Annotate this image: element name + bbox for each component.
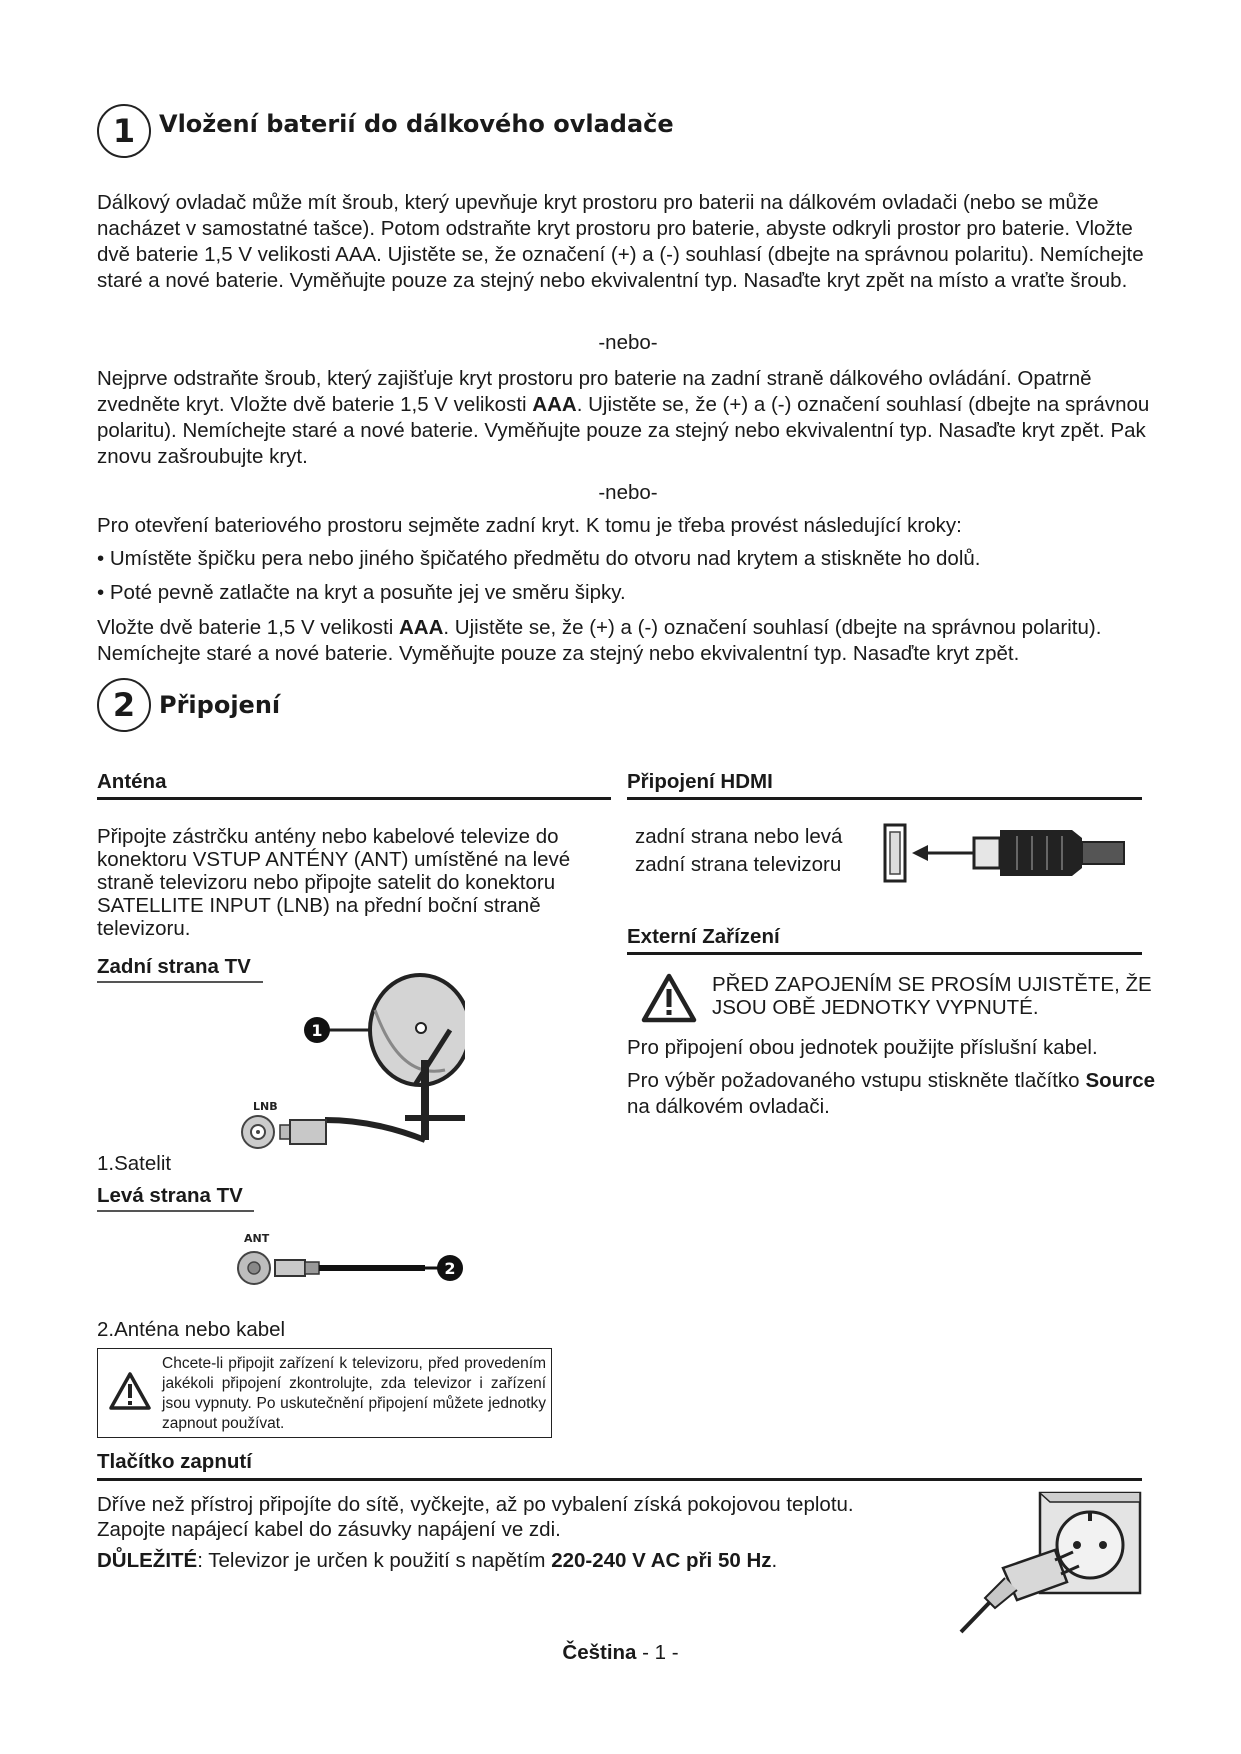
section-title: Připojení: [159, 691, 281, 719]
divider: [627, 952, 1142, 955]
battery-paragraph-3: Pro otevření bateriového prostoru sejměte zadní kryt. K tomu je třeba provést následující kroky:: [97, 514, 962, 537]
hdmi-cable: [1082, 842, 1124, 864]
section-title: Vložení baterií do dálkového ovladače: [159, 110, 674, 138]
marker-1-text: 1: [311, 1021, 323, 1040]
antenna-caption: 2.Anténa nebo kabel: [97, 1318, 286, 1341]
antenna-cable-illustration: [230, 1228, 480, 1298]
antenna-warning-text: Chcete-li připojit zařízení k televizoru, před provedením jakékoli připojení zkontrolujte, zda televizor i zařízení jsou vypnuty. Po uskutečnění připojení můžete jednotky zapnout používat.: [162, 1355, 546, 1432]
marker-2-text: 2: [444, 1259, 456, 1278]
battery-paragraph-4: [97, 615, 1159, 667]
battery-paragraph-1: Dálkový ovladač může mít šroub, který upevňuje kryt prostoru pro baterii na dálkovém ovladači (nebo se může nacházet v samostatné tašce). Potom odstraňte kryt prostoru pro baterie, abyste odkryli prostor pro baterie. Vložte dvě baterie 1,5 V velikosti AAA. Ujistěte se, že označení (+) a (-) souhlasí (dbejte na správnou polaritu). Nemíchejte staré a nové baterie. Vyměňujte pouze za stejný nebo ekvivalentní typ. Nasaďte kryt zpět na místo a vraťte šroub.: [97, 191, 1144, 292]
power-important: [97, 1548, 927, 1574]
hdmi-text: zadní strana nebo levá zadní strana televizoru: [635, 825, 843, 876]
footer-language: Čeština: [562, 1641, 637, 1664]
ant-plug-collar: [305, 1262, 319, 1274]
divider: [97, 1210, 254, 1212]
section-number-badge: 2: [97, 678, 151, 732]
satellite-illustration: [225, 970, 465, 1155]
bold-span: 220-240 V AC při 50 Hz: [551, 1549, 772, 1572]
dish-feed-icon: [416, 1023, 426, 1033]
power-heading: Tlačítko zapnutí: [97, 1450, 252, 1473]
section-2-header: [97, 678, 280, 732]
arrow-left-icon: [912, 845, 928, 861]
antenna-heading: Anténa: [97, 770, 167, 793]
text-span: Pro výběr požadovaného vstupu stiskněte tlačítko: [627, 1069, 1086, 1092]
text-span: : Televizor je určen k použití s napětím: [197, 1549, 552, 1572]
footer-page-number: - 1 -: [636, 1641, 679, 1664]
battery-bullet-2: • Poté pevně zatlačte na kryt a posuňte jej ve směru šipky.: [97, 581, 626, 604]
divider: [97, 797, 611, 800]
section-number-badge: 1: [97, 104, 151, 158]
warning-icon: [640, 972, 698, 1024]
or-separator-1: -nebo-: [598, 331, 658, 354]
text-span: .: [771, 1549, 778, 1572]
hdmi-heading: Připojení HDMI: [627, 770, 773, 793]
hdmi-port-inner: [890, 832, 900, 874]
bold-span: AAA: [398, 616, 444, 639]
warning-icon: [108, 1371, 152, 1411]
hdmi-plug-tip: [974, 838, 1000, 868]
ant-socket-inner: [248, 1262, 260, 1274]
satellite-cable: [325, 1120, 425, 1140]
external-devices-heading: Externí Zařízení: [627, 925, 780, 948]
rear-tv-heading: Zadní strana TV: [97, 955, 251, 978]
battery-bullet-1: • Umístěte špičku pera nebo jiného špičatého předmětu do otvoru nad krytem a stiskněte ho dolů.: [97, 547, 981, 570]
text-span: Vložte dvě baterie 1,5 V velikosti: [97, 616, 399, 639]
antenna-text: Připojte zástrčku antény nebo kabelové televize do konektoru VSTUP ANTÉNY (ANT) umístěné na levé straně televizoru nebo připojte satelit do konektoru SATELLITE INPUT (LNB) na přední boční straně televizoru.: [97, 825, 571, 940]
hdmi-plug-body: [1000, 830, 1082, 876]
f-connector-body: [290, 1120, 326, 1144]
left-tv-heading: Levá strana TV: [97, 1184, 243, 1207]
external-warning-text: PŘED ZAPOJENÍM SE PROSÍM UJISTĚTE, ŽE JSOU OBĚ JEDNOTKY VYPNUTÉ.: [712, 973, 1152, 1019]
satellite-caption: 1.Satelit: [97, 1152, 172, 1175]
hdmi-illustration: [882, 818, 1127, 888]
bold-span: AAA: [532, 393, 577, 416]
or-separator-2: -nebo-: [598, 481, 658, 504]
page-footer: [0, 1641, 1241, 1665]
section-1-header: [97, 104, 674, 158]
text-span: Nejprve odstraňte šroub, který zajišťuje kryt prostoru pro baterie na zadní straně dálkového ovládání. Opatrně zvedněte kryt. Vložte dvě baterie 1,5 V velikosti: [97, 367, 1092, 416]
f-connector-icon: [280, 1125, 290, 1139]
text-span: na dálkovém ovladači.: [627, 1095, 830, 1118]
lnb-socket-pin: [256, 1130, 260, 1134]
wall-socket-icon: [1057, 1512, 1123, 1578]
text-span: . Ujistěte se, že (+) a (-) označení souhlasí (dbejte na správnou polaritu). Nemíchejte staré a nové baterie. Vyměňujte pouze za stejný nebo ekvivalentní typ. Nasaďte kryt zpět.: [97, 616, 1102, 665]
lnb-label: LNB: [253, 1100, 278, 1113]
external-text-2: [627, 1068, 1155, 1120]
battery-paragraph-2: [97, 366, 1159, 470]
external-text-1: Pro připojení obou jednotek použijte příslušní kabel.: [627, 1036, 1098, 1059]
divider: [97, 1478, 1142, 1481]
power-text: Dříve než přístroj připojíte do sítě, vyčkejte, až po vybalení získá pokojovou teplotu. Zapojte napájecí kabel do zásuvky napájení ve zdi.: [97, 1493, 854, 1541]
bold-span: Source: [1085, 1069, 1155, 1092]
power-plug-illustration: [955, 1490, 1145, 1640]
ant-label: ANT: [244, 1232, 270, 1245]
divider: [627, 797, 1142, 800]
ant-plug-icon: [275, 1260, 305, 1276]
text-span: . Ujistěte se, že (+) a (-) označení souhlasí (dbejte na správnou polaritu). Nemíchejte staré a nové baterie. Vyměňujte pouze za stejný nebo ekvivalentní typ. Nasaďte kryt zpět. Pak znovu zašroubujte kryt.: [97, 393, 1150, 468]
bold-span: DŮLEŽITÉ: [97, 1549, 198, 1572]
power-cable: [961, 1603, 989, 1632]
antenna-warning-box: [97, 1348, 552, 1438]
